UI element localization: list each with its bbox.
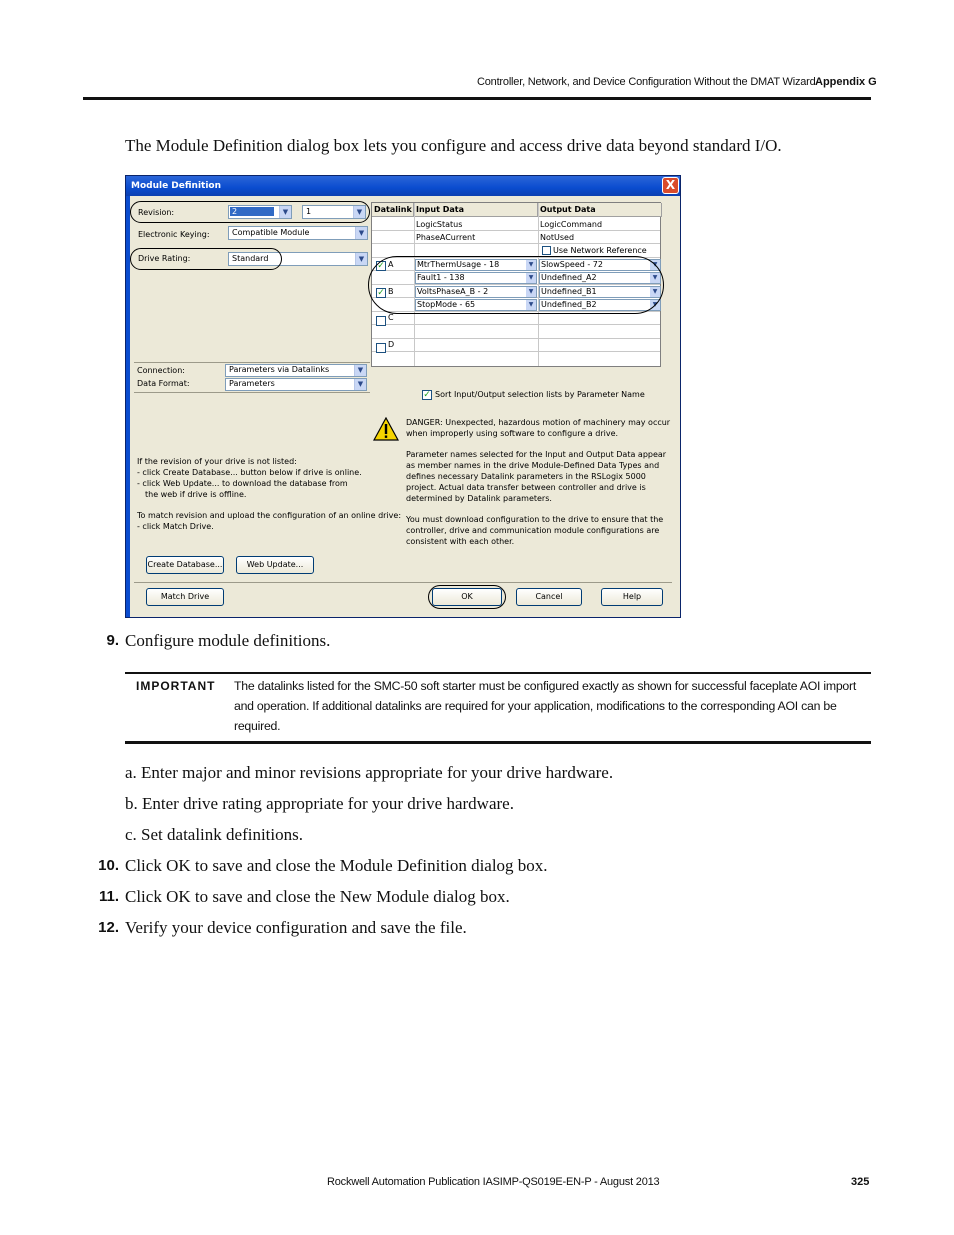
divider [134,362,370,363]
important-label: IMPORTANT [136,679,216,693]
chevron-down-icon[interactable]: ▼ [355,227,367,239]
connection-select[interactable]: Parameters via Datalinks ▼ [225,364,367,377]
datalink-b-output-select[interactable]: Undefined_B1 ▼ [539,286,661,298]
chevron-down-icon[interactable]: ▼ [279,206,291,218]
datalink-d-checkbox[interactable] [376,343,386,353]
step-9: 9. Configure module definitions. [106,631,331,650]
rating-select[interactable]: Standard ▼ [228,252,368,266]
chevron-down-icon[interactable]: ▼ [650,300,660,310]
revision-help-text: If the revision of your drive is not listed: - click Create Database... button below if drive is online. - click Web Update... to download the database from the web if drive is offline. [137,457,362,499]
important-rule-bottom [125,741,871,744]
ok-button[interactable]: OK [432,588,502,606]
help-button[interactable]: Help [601,588,663,606]
chevron-down-icon[interactable]: ▼ [526,273,536,283]
intro-paragraph: The Module Definition dialog box lets you configure and access drive data beyond standard I/O. [125,136,782,155]
header-rule [83,97,871,100]
datalink-a-input-select[interactable]: MtrThermUsage - 18 ▼ [415,259,537,271]
parameter-info-text: Parameter names selected for the Input and Output Data appear as member names in the drive Module-Defined Data Types and defines necessary Datalink parameters in the RSLogix 5000 project. Actual data transfer between controller and drive is determined by Datalink parameters. [406,450,667,503]
revision-highlight [130,201,370,223]
datalink-a-checkbox[interactable]: ✓ [377,261,385,271]
module-definition-dialog [125,175,681,618]
important-text: The datalinks listed for the SMC-50 soft starter must be configured exactly as shown for successful faceplate AOI import and operation. If additional datalinks are required for your application, modifications to the corresponding AOI can be required. [234,679,857,733]
running-header-title: Controller, Network, and Device Configuration Without the DMAT Wizard [477,76,816,88]
close-icon[interactable]: X [662,177,679,194]
rating-highlight [130,248,282,270]
format-label: Data Format: [137,379,190,388]
connection-label: Connection: [137,366,185,375]
grid-header-output: Output Data [538,203,662,217]
rating-label: Drive Rating: [138,254,191,263]
format-select[interactable]: Parameters ▼ [225,378,367,391]
keying-select[interactable]: Compatible Module ▼ [228,226,368,240]
footer-publication: Rockwell Automation Publication IASIMP-QS019E-EN-P - August 2013 [327,1176,660,1188]
match-help-text: To match revision and upload the configuration of an online drive: - click Match Drive. [137,511,402,531]
sort-label: Sort Input/Output selection lists by Parameter Name [435,390,645,399]
danger-text: DANGER: Unexpected, hazardous motion of machinery may occur when improperly using software to configure a drive. [406,418,671,438]
grid-header-input: Input Data [414,203,538,217]
chevron-down-icon[interactable]: ▼ [526,287,536,297]
datalink-a-output-select[interactable]: SlowSpeed - 72 ▼ [539,259,661,271]
datalink-b2-input-select[interactable]: StopMode - 65 ▼ [415,299,537,311]
create-database-button[interactable]: Create Database... [146,556,224,574]
datalink-a-label: A [388,260,394,269]
download-info-text: You must download configuration to the drive to ensure that the controller, drive and communication module configurations are consistent with each other. [406,515,664,546]
chevron-down-icon[interactable]: ▼ [355,253,367,265]
page-number: 325 [851,1176,870,1188]
step-12: 12. Verify your device configuration and save the file. [98,918,467,937]
chevron-down-icon[interactable]: ▼ [650,260,660,270]
chevron-down-icon[interactable]: ▼ [526,260,536,270]
datalink-a2-output-select[interactable]: Undefined_A2 ▼ [539,272,661,284]
datalink-b-label: B [388,287,394,296]
phase-current-cell: PhaseACurrent [416,233,476,242]
revision-minor-select[interactable]: 1 ▼ [302,205,366,219]
divider [134,582,672,583]
revision-label: Revision: [138,208,175,217]
running-header-appendix: Appendix G [815,76,877,88]
revision-major-select[interactable]: 2 ▼ [228,205,292,219]
grid-header-datalink: Datalink [372,203,414,217]
keying-label: Electronic Keying: [138,230,210,239]
important-rule-top [125,672,871,674]
datalink-c-label: C [388,313,394,322]
datalink-b-checkbox[interactable]: ✓ [377,288,385,298]
chevron-down-icon[interactable]: ▼ [353,206,365,218]
substep-c: c. Set datalink definitions. [125,825,303,844]
not-used-cell: NotUsed [540,233,575,242]
datalink-b-input-select[interactable]: VoltsPhaseA_B - 2 ▼ [415,286,537,298]
chevron-down-icon[interactable]: ▼ [526,300,536,310]
sort-checkbox[interactable]: ✓ [423,390,431,400]
datalink-d-label: D [388,340,395,349]
datalink-b2-output-select[interactable]: Undefined_B2 ▼ [539,299,661,311]
chevron-down-icon[interactable]: ▼ [650,273,660,283]
use-network-reference-checkbox[interactable] [542,246,551,255]
datalink-a2-input-select[interactable]: Fault1 - 138 ▼ [415,272,537,284]
substep-a: a. Enter major and minor revisions appropriate for your drive hardware. [125,763,614,782]
step-11: 11. Click OK to save and close the New Module dialog box. [98,887,510,906]
cancel-button[interactable]: Cancel [516,588,582,606]
dialog-title: Module Definition [131,181,222,191]
chevron-down-icon[interactable]: ▼ [354,379,366,390]
dialog-titlebar [126,176,680,196]
use-network-reference-label: Use Network Reference [553,246,647,255]
logic-command-cell: LogicCommand [540,220,603,229]
substep-b: b. Enter drive rating appropriate for your drive hardware. [125,794,514,813]
match-drive-button[interactable]: Match Drive [146,588,224,606]
logic-status-cell: LogicStatus [416,220,463,229]
chevron-down-icon[interactable]: ▼ [650,287,660,297]
divider [134,392,370,393]
web-update-button[interactable]: Web Update... [236,556,314,574]
warning-icon [373,417,399,441]
ok-highlight [428,585,506,609]
chevron-down-icon[interactable]: ▼ [354,365,366,376]
step-10: 10. Click OK to save and close the Module Definition dialog box. [98,856,548,875]
datalink-c-checkbox[interactable] [376,316,386,326]
datalink-highlight [368,256,664,314]
